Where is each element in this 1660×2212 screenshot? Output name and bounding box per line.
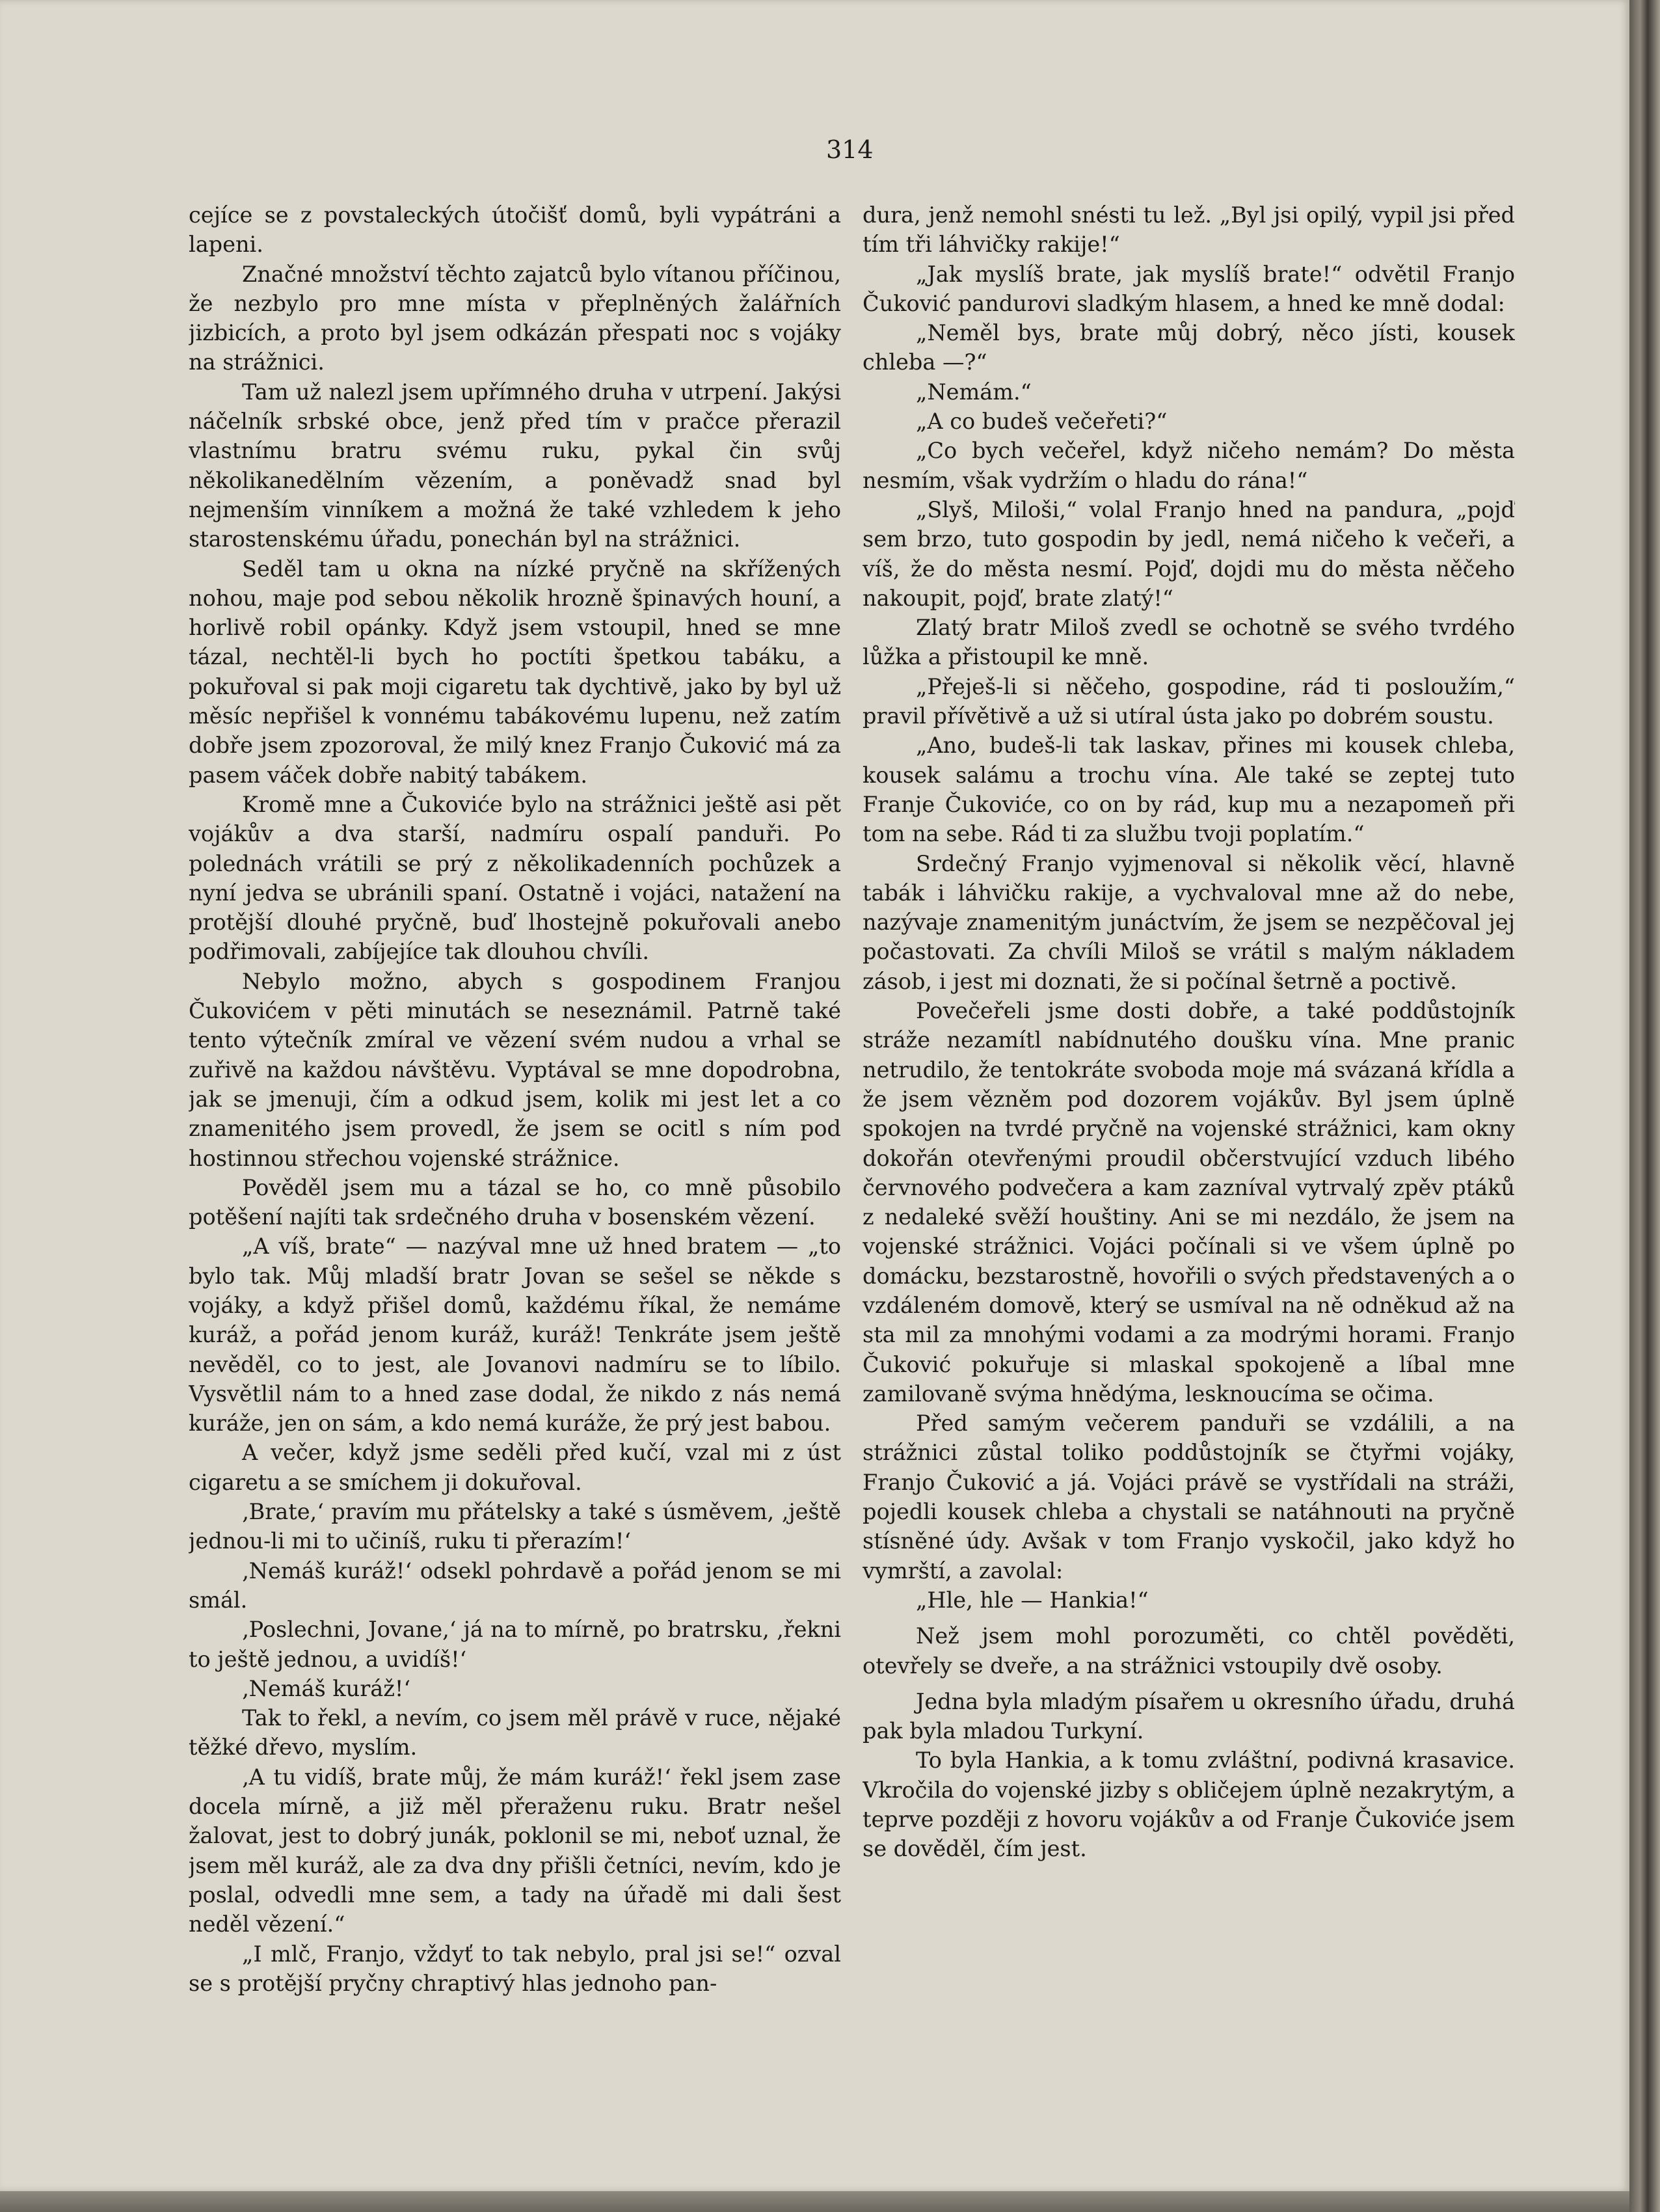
paragraph: To byla Hankia, a k tomu zvláštní, podivná krasavice. Vkročila do vojenské jizby s obličejem úplně nezakrytým, a teprve později z hovoru vojákův a od Franje Čukoviće jsem se dověděl, čím jest. (863, 1747, 1515, 1862)
book-spine-edge (1629, 0, 1660, 2212)
paragraph: Zlatý bratr Miloš zvedl se ochotně se svého tvrdého lůžka a přistoupil ke mně. (863, 615, 1515, 670)
paragraph: Nebylo možno, abych s gospodinem Franjou Čukovićem v pěti minutách se neseznámil. Patrně také tento výtečník zmíral ve vězení svém nudou a vrhal se zuřivě na každou návštěvu. Vyptával se mne dopodrobna, jak se jmenuji, čím a odkud jsem, kolik mi jest let a co znamenitého jsem provedl, že jsem se ocitl s ním pod hostinnou střechou vojenské strážnice. (189, 968, 841, 1171)
paragraph: „A co budeš večeřeti?“ (916, 409, 1168, 435)
paragraph: „Neměl bys, brate můj dobrý, něco jísti, kousek chleba —?“ (863, 320, 1515, 375)
paragraph: Pověděl jsem mu a tázal se ho, co mně působilo potěšení najíti tak srdečného druha v bosenském vězení. (189, 1174, 841, 1230)
left-column (189, 200, 841, 2126)
paragraph: ‚Poslechni, Jovane,‘ já na to mírně, po bratrsku, ‚řekni to ještě jednou, a uvidíš!‘ (189, 1617, 841, 1672)
paragraph: ‚A tu vidíš, brate můj, že mám kuráž!‘ řekl jsem zase docela mírně, a již měl přeraženu ruku. Bratr nešel žalovat, jest to dobrý junák, poklonil se mi, neboť uznal, že jsem měl kuráž, ale za dva dny přišli četníci, nevím, kdo je poslal, odvedli mne sem, a tady na úřadě mi dali šest neděl vězení.“ (189, 1764, 841, 1937)
paragraph: „Přeješ-li si něčeho, gospodine, rád ti posloužím,“ pravil přívětivě a už si utíral ústa jako po dobrém soustu. (863, 673, 1515, 729)
paragraph: Značné množství těchto zajatců bylo vítanou příčinou, že nezbylo pro mne místa v přeplněných žalářních jizbicích, a proto byl jsem odkázán přespati noc s vojáky na strážnici. (189, 261, 841, 375)
paragraph: „Ano, budeš-li tak laskav, přines mi kousek chleba, kousek salámu a trochu vína. Ale také se zeptej tuto Franje Čukoviće, co on by rád, kup mu a nezapomeň při tom na sebe. Rád ti za službu tvoji poplatím.“ (863, 733, 1515, 847)
paragraph: Jedna byla mladým písařem u okresního úřadu, druhá pak byla mladou Turkyní. (863, 1688, 1515, 1744)
paragraph: Povečeřeli jsme dosti dobře, a také poddůstojník stráže nezamítl nabídnutého doušku vína. Mne pranic netrudilo, že tentokráte svoboda moje má svázaná křídla a že jsem vězněm pod dozorem vojákův. Byl jsem úplně spokojen na tvrdé pryčně na vojenské strážnici, kam okny dokořán otevřenými proudil občerstvující vzduch libého červnového podvečera a kam zazníval vytrvalý zpěv ptáků z nedaleké svěží houštiny. Ani se mi nezdálo, že jsem na vojenské strážnici. Vojáci počínali si ve všem úplně po domácku, bezstarostně, hovořili o svých představených a o vzdáleném domově, který se usmíval na ně odněkud až na sta mil za mnohými vodami a za modrými horami. Franjo Čuković pokuřuje si mlaskal spokojeně a líbal mne zamilovaně svýma hnědýma, lesknoucíma se očima. (863, 998, 1515, 1407)
paragraph: Seděl tam u okna na nízké pryčně na skřížených nohou, maje pod sebou několik hrozně špinavých houní, a horlivě robil opánky. Když jsem vstoupil, hned se mne tázal, nechtěl-li bych ho poctíti špetkou tabáku, a pokuřoval si pak moji cigaretu tak dychtivě, jako by byl už měsíc nepřišel k vonnému tabákovému lupenu, než zatím dobře jsem zpozoroval, že milý knez Franjo Čuković má za pasem váček dobře nabitý tabákem. (189, 556, 841, 788)
paragraph: Před samým večerem panduři se vzdálili, a na strážnici zůstal toliko poddůstojník se čtyřmi vojáky, Franjo Čuković a já. Vojáci právě se vystřídali na stráži, pojedli kousek chleba a chystali se natáhnouti na pryčně stísněné údy. Avšak v tom Franjo vyskočil, jako když ho vymrští, a zavolal: (863, 1410, 1515, 1584)
paragraph: ‚Brate,‘ pravím mu přátelsky a také s úsměvem, ‚ještě jednou-li mi to učiníš, ruku ti přerazím!‘ (189, 1499, 841, 1554)
paragraph: „Jak myslíš brate, jak myslíš brate!“ odvětil Franjo Čuković pandurovi sladkým hlasem, a hned ke mně dodal: (863, 261, 1515, 316)
paragraph: „Nemám.“ (916, 379, 1032, 405)
paragraph: cejíce se z povstaleckých útočišť domů, byli vypátráni a lapeni. (189, 202, 841, 258)
paragraph: „I mlč, Franjo, vždyť to tak nebylo, pral jsi se!“ ozval se s protější pryčny chraptivý hlas jednoho pan- (189, 1941, 841, 1996)
paragraph: ‚Nemáš kuráž!‘ (242, 1675, 410, 1701)
paragraph: „Hle, hle — Hankia!“ (916, 1587, 1149, 1613)
page-bottom-edge (0, 2191, 1629, 2212)
paragraph: Kromě mne a Čukoviće bylo na strážnici ještě asi pět vojákův a dva starší, nadmíru ospalí panduři. Po polednách vrátili se prý z několikadenních pochůzek a nyní jedva se ubránili spaní. Ostatně i vojáci, natažení na protější dlouhé pryčně, buď lhostejně pokuřovali anebo podřimovali, zabíjejíce tak dlouhou chvíli. (189, 791, 841, 965)
page-number: 314 (826, 135, 874, 164)
paragraph: „Co bych večeřel, když ničeho nemám? Do města nesmím, však vydržím o hladu do rána!“ (863, 438, 1515, 493)
paragraph: dura, jenž nemohl snésti tu lež. „Byl jsi opilý, vypil jsi před tím tři láhvičky rakije!“ (863, 202, 1515, 258)
paragraph: Než jsem mohl porozuměti, co chtěl pověděti, otevřely se dveře, a na strážnici vstoupily dvě osoby. (863, 1623, 1515, 1679)
paragraph: ‚Nemáš kuráž!‘ odsekl pohrdavě a pořád jenom se mi smál. (189, 1558, 841, 1613)
paragraph: „A víš, brate“ — nazýval mne už hned bratem — „to bylo tak. Můj mladší bratr Jovan se sešel se někde s vojáky, a když přišel domů, každému říkal, že nemáme kuráž, a pořád jenom kuráž, kuráž! Tenkráte jsem ještě nevěděl, co to jest, ale Jovanovi nadmíru se to líbilo. Vysvětlil nám to a hned zase dodal, že nikdo z nás nemá kuráže, jen on sám, a kdo nemá kuráže, že prý jest babou. (189, 1234, 841, 1436)
paragraph: „Slyš, Miloši,“ volal Franjo hned na pandura, „pojď sem brzo, tuto gospodin by jedl, nemá ničeho k večeři, a víš, že do města nesmí. Pojď, dojdi mu do města něčeho nakoupit, pojď, brate zlatý!“ (863, 496, 1515, 611)
paragraph: A večer, když jsme seděli před kučí, vzal mi z úst cigaretu a se smíchem ji dokuřoval. (189, 1440, 841, 1495)
right-column (863, 200, 1515, 2126)
paragraph: Tak to řekl, a nevím, co jsem měl právě v ruce, nějaké těžké dřevo, myslím. (189, 1705, 841, 1760)
paragraph: Srdečný Franjo vyjmenoval si několik věcí, hlavně tabák i láhvičku rakije, a vychvaloval mne až do nebe, nazývaje znamenitým junáctvím, že jsem se nezpěčoval jej počastovati. Za chvíli Miloš se vrátil s malým nákladem zásob, i jest mi doznati, že si počínal šetrně a poctivě. (863, 850, 1515, 994)
paragraph: Tam už nalezl jsem upřímného druha v utrpení. Jakýsi náčelník srbské obce, jenž před tím v pračce přerazil vlastnímu bratru svému ruku, pykal čin svůj několikanedělním vězením, a poněvadž snad byl nejmenším vinníkem a možná že také vzhledem k jeho starostenskému úřadu, ponechán byl na strážnici. (189, 379, 841, 552)
